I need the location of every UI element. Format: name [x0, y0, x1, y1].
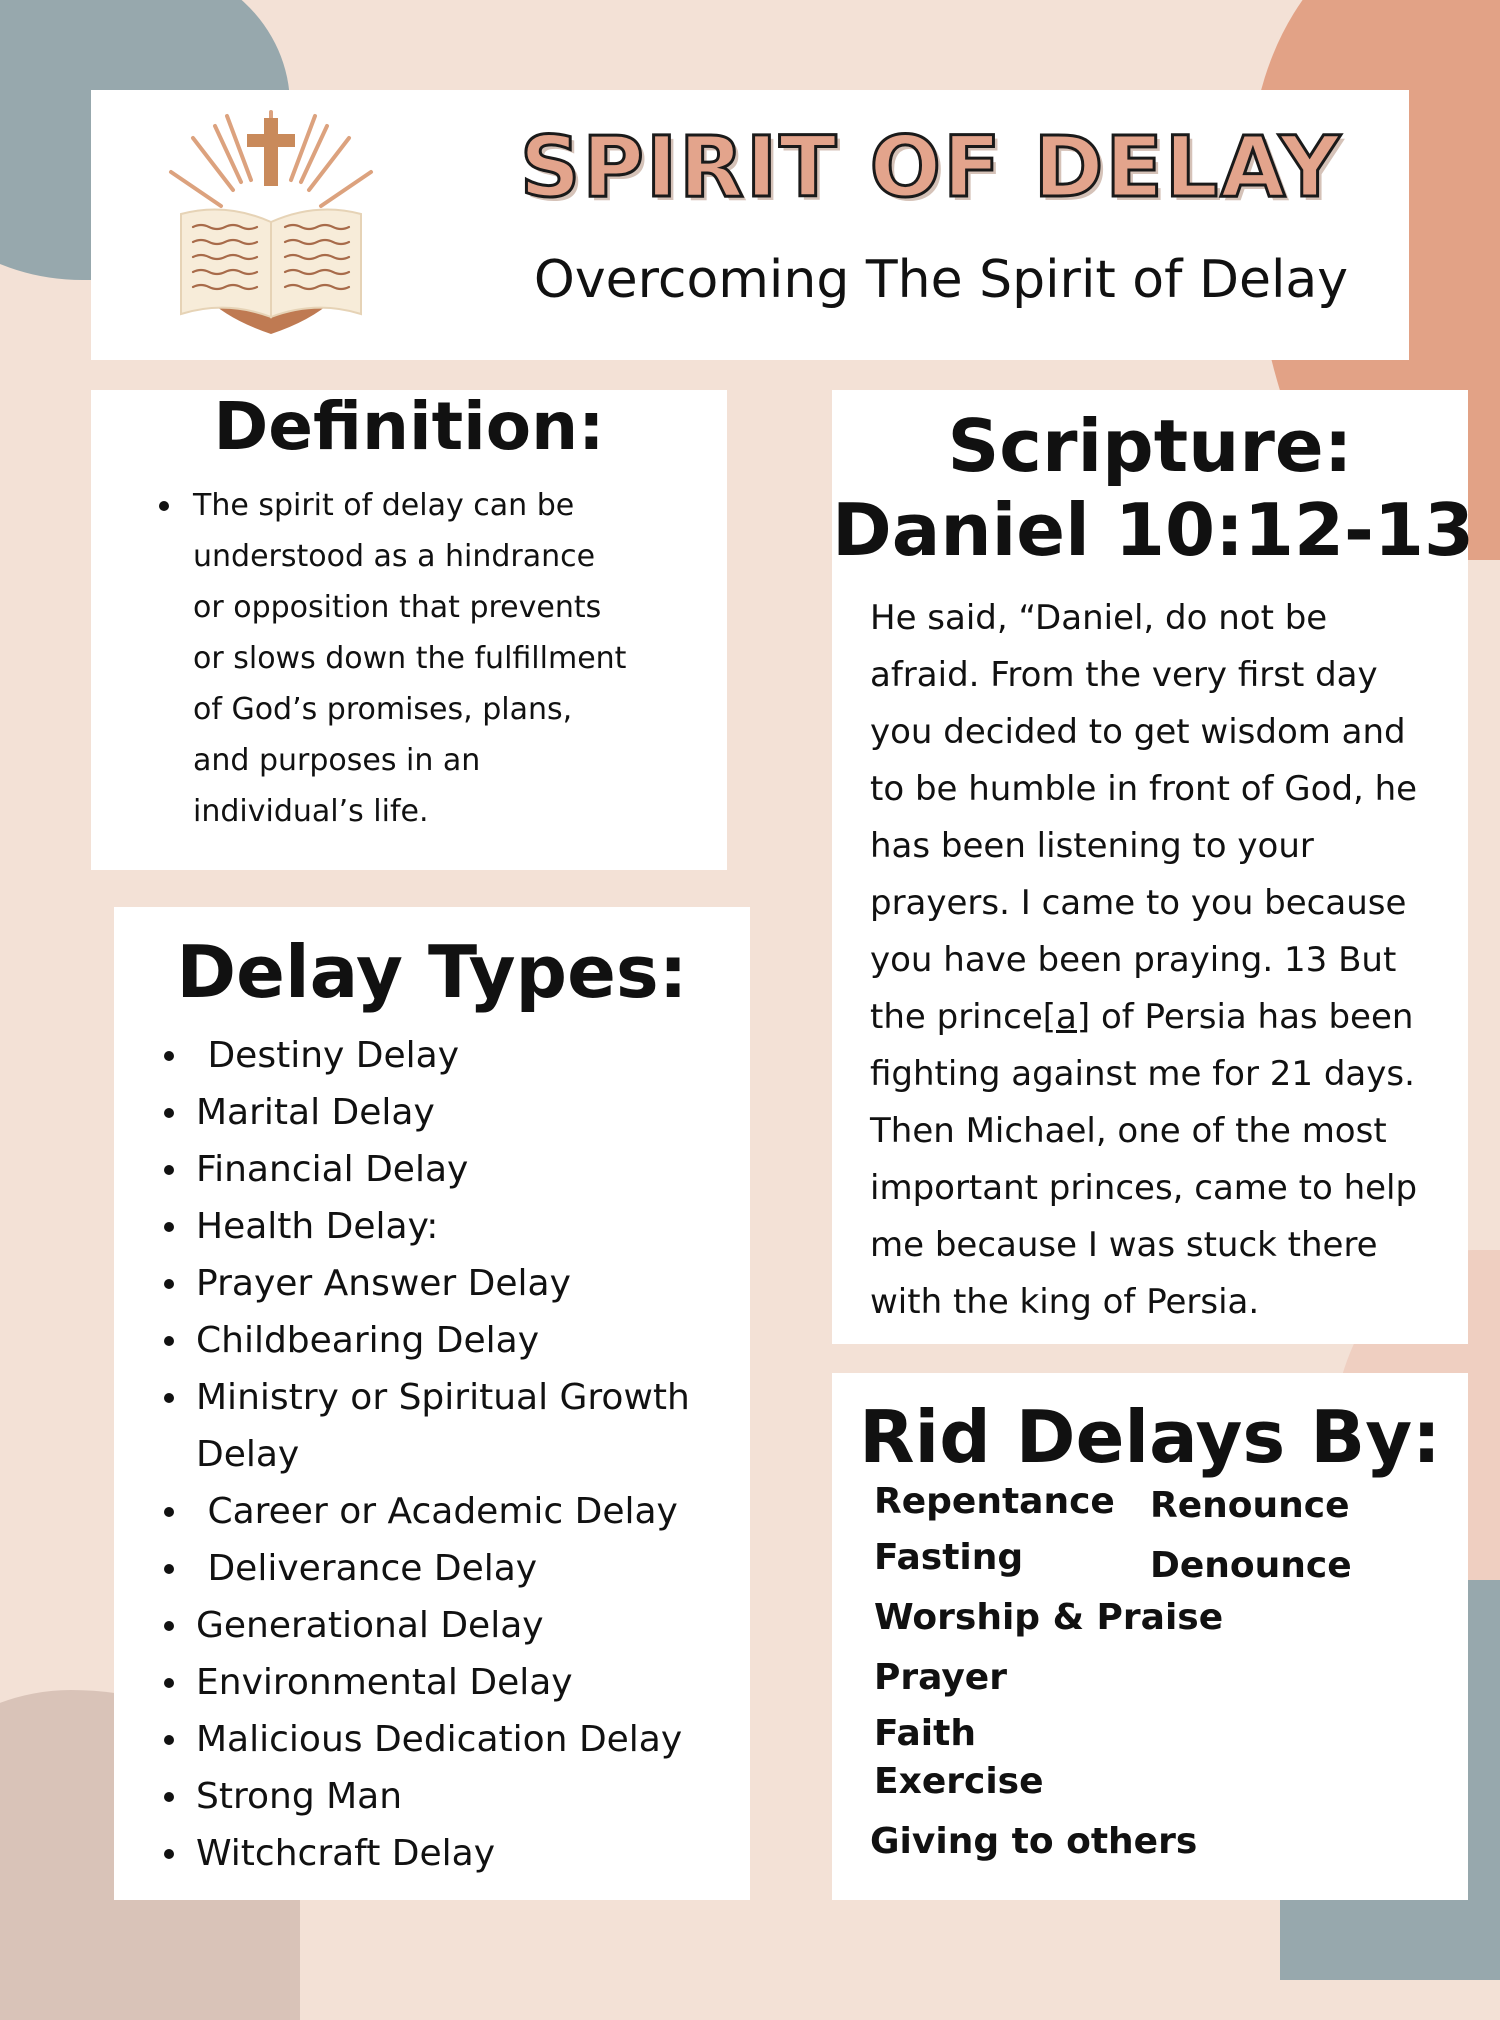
delay-type-item: Financial Delay — [156, 1141, 726, 1198]
scripture-card — [832, 390, 1475, 1344]
delay-type-item: Childbearing Delay — [156, 1312, 726, 1369]
rid-delays-item: Renounce — [1150, 1485, 1350, 1526]
rid-delays-item: Denounce — [1150, 1545, 1352, 1586]
delay-type-item: Career or Academic Delay — [156, 1483, 726, 1540]
rid-delays-item: Prayer — [874, 1657, 1007, 1698]
delay-type-item: Deliverance Delay — [156, 1540, 726, 1597]
delay-type-item: Malicious Dedication Delay — [156, 1711, 726, 1768]
delay-type-item: Prayer Answer Delay — [156, 1255, 726, 1312]
delay-type-item: Witchcraft Delay — [156, 1825, 726, 1882]
scripture-heading-line1: Scripture: — [947, 404, 1353, 488]
definition-text: The spirit of delay can be understood as a hindrance or opposition that prevents or slows down the fulfillment of God’s promises, plans, and purposes in an individual’s life. — [151, 480, 631, 837]
delay-type-item: Health Delay: — [156, 1198, 726, 1255]
definition-card — [91, 390, 727, 870]
scripture-text-after: of Persia has been fighting against me for 21 days. Then Michael, one of the most important princes, came to help me because I was stuck there with the king of Persia. — [870, 997, 1418, 1322]
page-subtitle: Overcoming The Spirit of Delay — [533, 250, 1349, 310]
delay-type-item: Strong Man — [156, 1768, 726, 1825]
page-title: SPIRIT OF DELAY — [519, 118, 1343, 216]
delay-type-item: Generational Delay — [156, 1597, 726, 1654]
rid-delays-item: Worship & Praise — [874, 1597, 1224, 1638]
delay-type-item: Ministry or Spiritual Growth Delay — [156, 1369, 726, 1483]
delay-type-item: Destiny Delay — [156, 1027, 726, 1084]
scripture-text — [870, 590, 1440, 1331]
rid-delays-item: Fasting — [874, 1537, 1024, 1578]
delay-type-item: Environmental Delay — [156, 1654, 726, 1711]
rid-delays-heading: Rid Delays By: — [859, 1395, 1441, 1479]
open-bible-cross-icon — [151, 102, 391, 337]
definition-heading: Definition: — [213, 388, 605, 465]
delay-types-card — [114, 907, 750, 1900]
rid-delays-item: Repentance — [874, 1481, 1115, 1522]
scripture-heading-line2: Daniel 10:12-13 — [832, 488, 1475, 572]
rid-delays-item: Giving to others — [870, 1821, 1198, 1862]
rid-delays-item: Faith — [874, 1713, 976, 1754]
header-card — [91, 90, 1409, 360]
delay-types-list — [156, 1027, 726, 1882]
scripture-text-before: He said, “Daniel, do not be afraid. From the very first day you decided to get wisdom and to be humble in front of God, he has been listening to your prayers. I came to you because you have been praying. 13 But the prince — [870, 598, 1418, 1037]
rid-delays-item: Exercise — [874, 1761, 1044, 1802]
delay-types-heading: Delay Types: — [176, 930, 688, 1014]
rid-delays-card — [832, 1373, 1468, 1900]
delay-type-item: Marital Delay — [156, 1084, 726, 1141]
definition-list — [151, 480, 631, 837]
scripture-footnote-link[interactable]: [a] — [1042, 997, 1091, 1037]
